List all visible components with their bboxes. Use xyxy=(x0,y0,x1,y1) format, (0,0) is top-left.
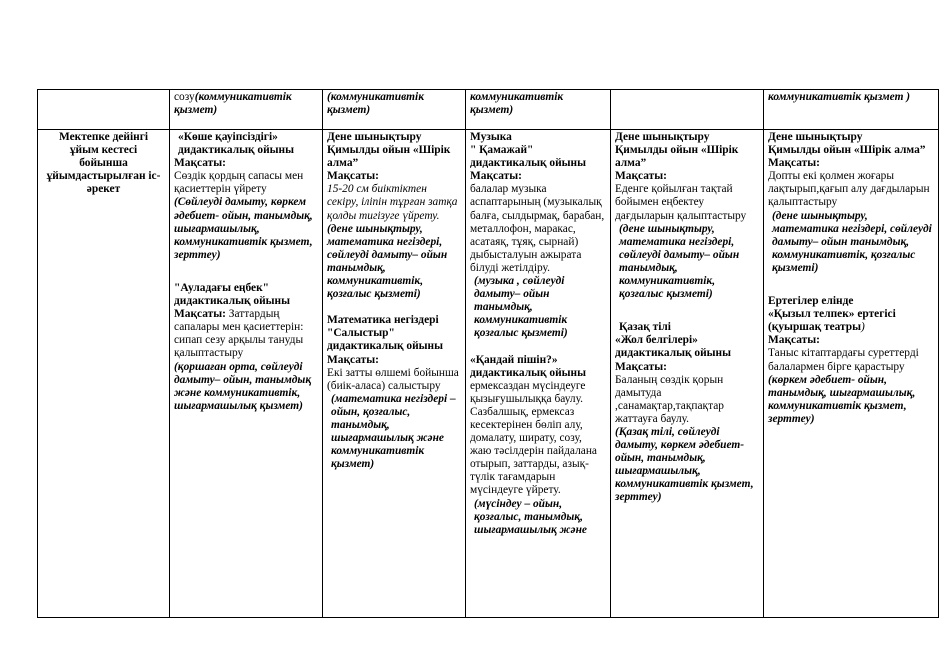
activity-title: «Көше қауіпсіздігі» дидактикалық ойыны xyxy=(178,131,294,157)
activity-area: коммуникативтік қызмет ) xyxy=(768,91,911,103)
goal-label: Мақсаты: xyxy=(327,170,379,183)
activity-area: (Қазақ тілі, сөйлеуді дамыту, көркем әдебиет- ойын, танымдық, шығармашылық, коммуникативтік қызмет, зерттеу) xyxy=(615,425,754,504)
activity-area: (дене шынықтыру, математика негіздері, сөйлеуді дамыту– ойын танымдық, коммуникативтік, қозғалыс қызметі) xyxy=(772,209,932,274)
table-cell xyxy=(611,90,764,130)
table-cell xyxy=(323,130,466,618)
activity-area: (математика негіздері – ойын, қозғалыс, танымдық, шығармашылық және коммуникативтік қызмет) xyxy=(331,392,456,471)
activity-area: коммуникативтік қызмет) xyxy=(470,91,564,117)
activity-title: " Қамажай" дидактикалық ойыны xyxy=(470,144,586,170)
activity-area: (дене шынықтыру, математика негіздері, сөйлеуді дамыту– ойын танымдық, коммуникативтік, қозғалыс қызметі) xyxy=(327,222,448,301)
subject-name: Дене шынықтыру xyxy=(615,131,710,143)
table-cell xyxy=(38,90,170,130)
activity-title: «Қандай пішін?» дидактикалық ойыны xyxy=(470,353,586,379)
goal-label: Мақсаты: xyxy=(615,170,667,183)
subject-name: Музыка xyxy=(470,131,512,143)
table-cell xyxy=(170,130,323,618)
activity-title: Қимылды ойын «Шірік алма” xyxy=(615,144,739,170)
table-cell xyxy=(466,90,611,130)
goal-text: ермексаздан мүсіндеуге қызығушылыққа баулу. Сазбалшық, ермексаз кесектерінен бөліп алу, домалату, ширату, созу, жаю тәсілдерін пайдалана отырып, заттарды, азық- түлік тағамдарын мүсіндеуге үйрету. xyxy=(470,379,597,497)
goal-label: Мақсаты: xyxy=(470,170,522,183)
table-cell xyxy=(611,130,764,618)
activity-area: (коммуникативтік қызмет) xyxy=(174,91,292,117)
activity-title: «Жол белгілері» дидактикалық ойыны xyxy=(615,334,731,360)
goal-label: Мақсаты: xyxy=(327,353,379,366)
theatre-type: (қуыршақ театры xyxy=(768,321,862,334)
table-row xyxy=(38,90,939,130)
activity-area: (мүсіндеу – ойын, қозғалыс, танымдық, шығармашылық және xyxy=(474,497,587,536)
schedule-table xyxy=(37,89,939,618)
goal-text: Екі затты өлшемі бойынша (биік-аласа) салыстыру xyxy=(327,366,459,392)
activity-area: (Сөйлеуді дамыту, көркем әдебиет- ойын, танымдық, шығармашылық, коммуникативтік қызмет, зерттеу) xyxy=(174,196,313,261)
activity-title: «Қызыл телпек» ертегісі xyxy=(768,308,896,321)
subject-name: Математика негіздері xyxy=(327,314,439,327)
goal-text: 15-20 см биіктіктен секіру, іліпін тұрған затқа қолды тигізуге үйрету. xyxy=(327,183,458,222)
goal-text: Еденге қойылған тақтай бойымен еңбектеу дағдыларын қалыптастыру xyxy=(615,183,747,222)
activity-title: Қимылды ойын «Шірік алма” xyxy=(768,144,926,157)
activity-area: (дене шынықтыру, математика негіздері, сөйлеуді дамыту– ойын танымдық, коммуникативтік, қозғалыс қызметі) xyxy=(619,222,740,301)
goal-label: Мақсаты: xyxy=(174,308,226,321)
table-cell: Дене шынықтыру Қимылды ойын «Шірік алма” Мақсаты: Допты екі қолмен жоғары лақтырып,қағып алу дағдыларын қалыптастыру (дене шынықтыру, математика негіздері, сөйлеуді дамыту– ойын танымдық, коммуникативтік, қозғалыс қызметі) Ертегілер елінде «Қызыл телпек» ертегісі (қуыршақ театры) Мақсаты: Таныс кітаптардағы суреттерді балалармен бірге қарастыру (көркем әдебиет- ойын, танымдық, шығармашылық, коммуникативтік қызмет, зерттеу) xyxy=(764,130,939,618)
subject-name: Қазақ тілі xyxy=(619,321,671,334)
cell-text: созу xyxy=(174,91,195,103)
table-cell xyxy=(764,90,939,130)
table-cell xyxy=(323,90,466,130)
table-cell xyxy=(466,130,611,618)
activity-title: Қимылды ойын «Шірік алма” xyxy=(327,144,451,170)
goal-label: Мақсаты: xyxy=(768,157,820,170)
activity-area: (көркем әдебиет- ойын, танымдық, шығармашылық, коммуникативтік қызмет, зерттеу) xyxy=(768,373,916,425)
goal-text: балалар музыка аспаптарының (музыкалық балға, сылдырмақ, барабан, металлофон, маракас, асатаяқ, тұяқ, сырнай) дыбысталуын ажырата білуді жетілдіру. xyxy=(470,183,605,274)
goal-text: Таныс кітаптардағы суреттерді балалармен бірге қарастыру xyxy=(768,347,919,373)
goal-text: Допты екі қолмен жоғары лақтырып,қағып алу дағдыларын қалыптастыру xyxy=(768,170,930,209)
table-cell xyxy=(170,90,323,130)
goal-text: Баланың сөздік қорын дамытуда ,санамақтар,тақпақтар жаттауға баулу. xyxy=(615,373,724,425)
goal-text: Заттардың сапалары мен қасиеттерін: сипап сезу арқылы тануды қалыптастыру xyxy=(174,308,304,360)
row-label: Мектепке дейінгі ұйым кестесі бойынша ұйымдастырылған іс-әрекет xyxy=(38,130,170,618)
goal-label: Мақсаты: xyxy=(615,360,667,373)
activity-area: (коммуникативтік қызмет) xyxy=(327,91,424,117)
goal-label: Мақсаты: xyxy=(768,334,820,347)
table-row xyxy=(38,130,939,618)
goal-text: Сөздік қордың сапасы мен қасиеттерін үйрету xyxy=(174,170,304,196)
activity-title: "Ауладағы еңбек" дидактикалық ойыны xyxy=(174,281,290,308)
goal-label: Мақсаты: xyxy=(174,157,226,170)
subject-name: Дене шынықтыру xyxy=(768,131,863,143)
subject-name: Ертегілер елінде xyxy=(768,295,854,308)
activity-area: (қоршаған орта, сөйлеуді дамыту– ойын, танымдық және коммуникативтік, шығармашылық қызмет) xyxy=(174,360,312,412)
subject-name: Дене шынықтыру xyxy=(327,131,422,143)
activity-title: "Салыстыр" дидактикалық ойыны xyxy=(327,327,443,353)
activity-area: (музыка , сөйлеуді дамыту– ойын танымдық, коммуникативтік қозғалыс қызметі) xyxy=(474,275,568,340)
